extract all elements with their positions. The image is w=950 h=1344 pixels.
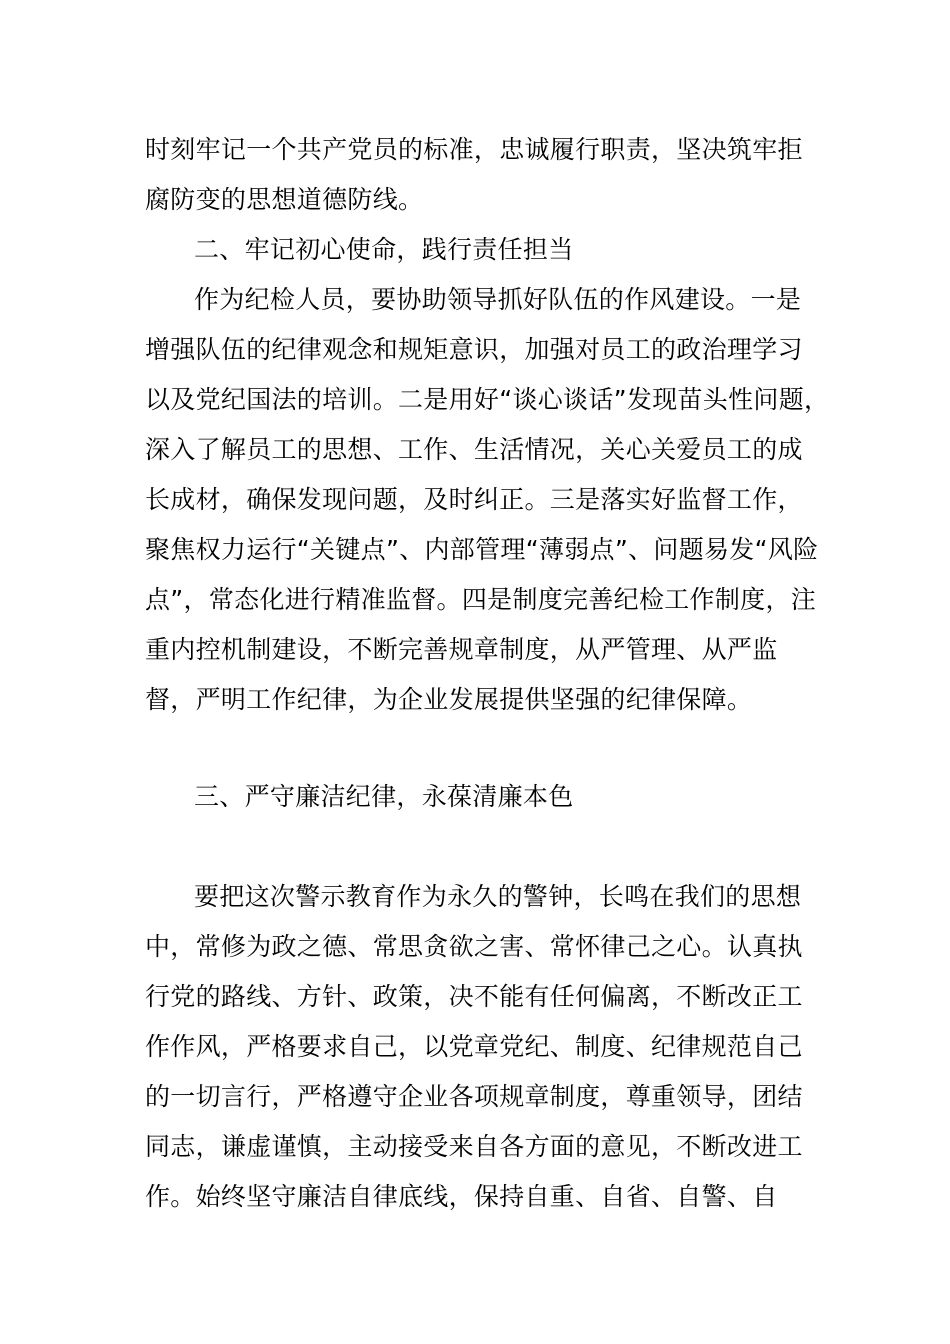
body-text-line: 点”，常态化进行精准监督。四是制度完善纪检工作制度，注 — [145, 585, 817, 614]
body-text-line: 作作风，严格要求自己，以党章党纪、制度、纪律规范自己 — [145, 1032, 803, 1061]
body-text-line: 增强队伍的纪律观念和规矩意识，加强对员工的政治理学习 — [145, 335, 803, 364]
section-heading-2: 二、牢记初心使命，践行责任担当 — [194, 235, 574, 264]
body-text-line: 的一切言行，严格遵守企业各项规章制度，尊重领导，团结 — [145, 1082, 803, 1111]
body-text-line: 作为纪检人员，要协助领导抓好队伍的作风建设。一是 — [194, 285, 802, 314]
body-text-line: 时刻牢记一个共产党员的标准，忠诚履行职责，坚决筑牢拒 — [145, 135, 803, 164]
body-text-line: 同志，谦虚谨慎，主动接受来自各方面的意见，不断改进工 — [145, 1132, 803, 1161]
body-text-line: 作。始终坚守廉洁自律底线，保持自重、自省、自警、自 — [145, 1182, 778, 1211]
body-text-line: 腐防变的思想道德防线。 — [145, 185, 424, 214]
body-text-line: 以及党纪国法的培训。二是用好“谈心谈话”发现苗头性问题， — [145, 385, 830, 414]
body-text-line: 督，严明工作纪律，为企业发展提供坚强的纪律保障。 — [145, 685, 753, 714]
body-text-line: 聚焦权力运行“关键点”、内部管理“薄弱点”、问题易发“风险 — [145, 535, 819, 564]
body-text-line: 长成材，确保发现问题，及时纠正。三是落实好监督工作， — [145, 485, 803, 514]
body-text-line: 深入了解员工的思想、工作、生活情况，关心关爱员工的成 — [145, 435, 803, 464]
body-text-line: 中，常修为政之德、常思贪欲之害、常怀律己之心。认真执 — [145, 932, 803, 961]
section-heading-3: 三、严守廉洁纪律，永葆清廉本色 — [194, 782, 574, 811]
body-text-line: 重内控机制建设，不断完善规章制度，从严管理、从严监 — [145, 635, 778, 664]
body-text-line: 行党的路线、方针、政策，决不能有任何偏离，不断改正工 — [145, 982, 803, 1011]
body-text-line: 要把这次警示教育作为永久的警钟，长鸣在我们的思想 — [194, 882, 802, 911]
